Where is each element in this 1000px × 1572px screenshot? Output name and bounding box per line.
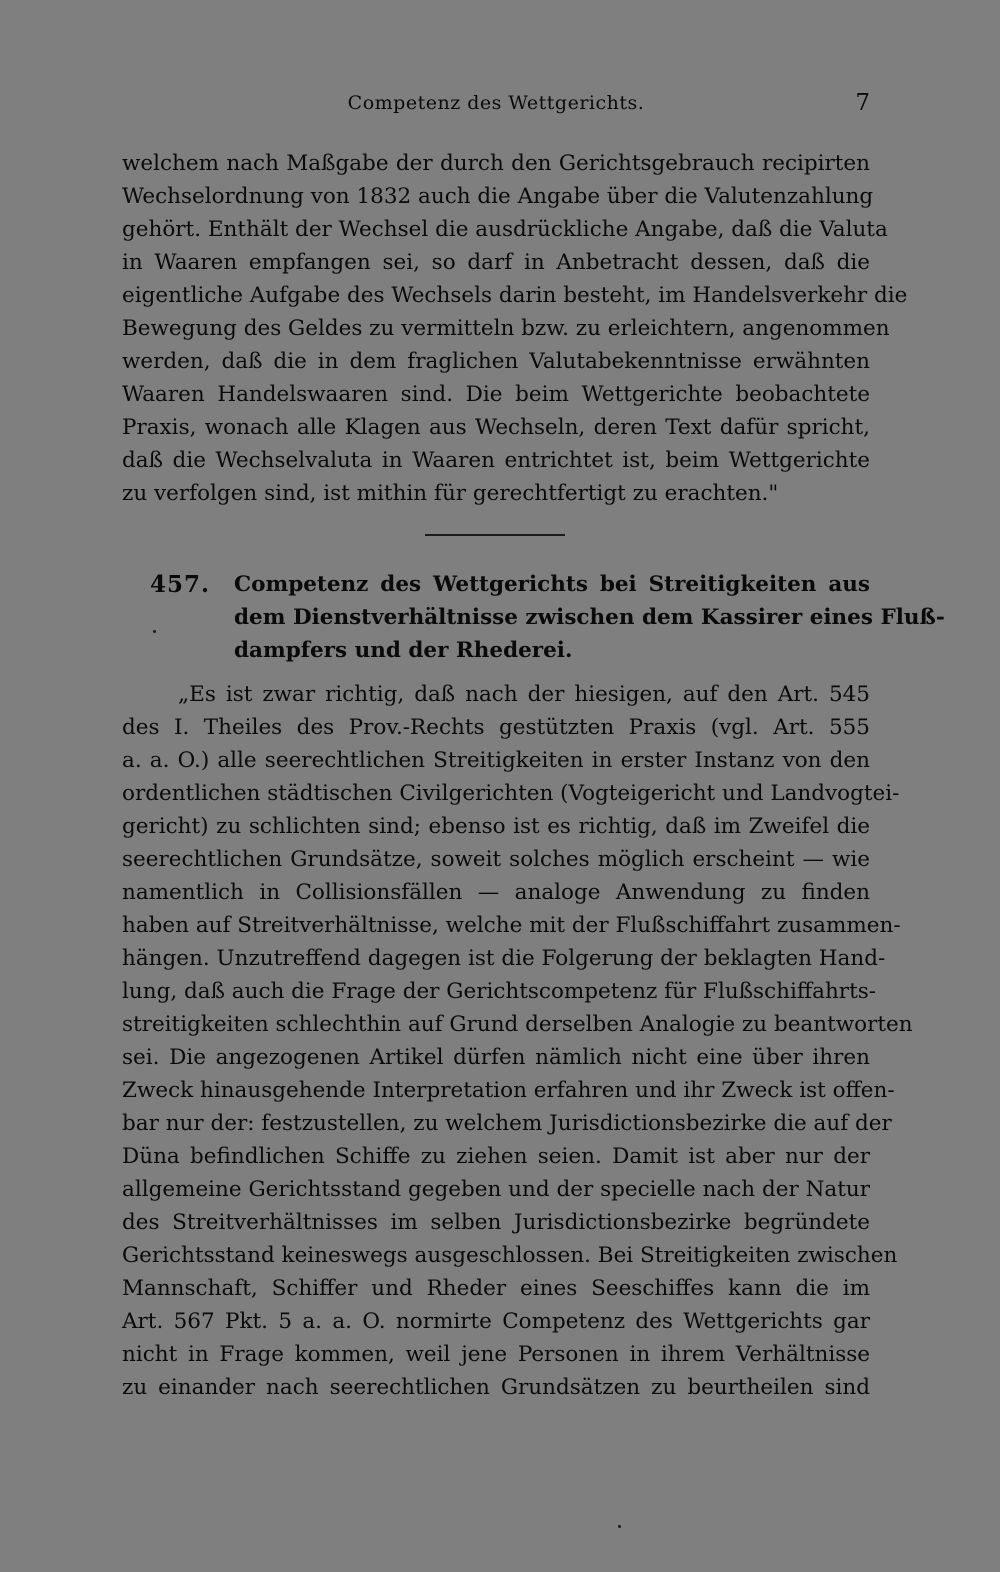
- text-line: Art. 567 Pkt. 5 a. a. O. normirte Competenz des Wettgerichts gar: [122, 1309, 870, 1334]
- text-line: Waaren Handelswaaren sind. Die beim Wettgerichte beobachtete: [122, 382, 870, 407]
- heading-line: Competenz des Wettgerichts bei Streitigkeiten aus: [234, 572, 870, 597]
- main-paragraph: [122, 678, 913, 1404]
- text-line: a. a. O.) alle seerechtlichen Streitigkeiten in erster Instanz von den: [122, 748, 870, 773]
- text-line: zu verfolgen sind, ist mithin für gerechtfertigt zu erachten.": [122, 481, 779, 506]
- text-line: allgemeine Gerichtsstand gegeben und der specielle nach der Natur: [122, 1177, 870, 1202]
- text-line: ordentlichen städtischen Civilgerichten (Vogteigericht und Landvogtei-: [122, 781, 900, 806]
- section-divider: [425, 534, 565, 536]
- section-number: 457.: [150, 571, 211, 598]
- text-line: sei. Die angezogenen Artikel dürfen nämlich nicht eine über ihren: [122, 1045, 870, 1070]
- text-line: Bewegung des Geldes zu vermitteln bzw. zu erleichtern, angenommen: [122, 316, 890, 341]
- text-line: des Streitverhältnisses im selben Jurisdictionsbezirke begründete: [122, 1210, 870, 1235]
- intro-paragraph: [122, 147, 908, 510]
- text-line: bar nur der: festzustellen, zu welchem Jurisdictionsbezirke die auf der: [122, 1111, 892, 1136]
- print-speck: [153, 630, 156, 633]
- text-line: hängen. Unzutreffend dagegen ist die Folgerung der beklagten Hand-: [122, 946, 886, 971]
- text-line: lung, daß auch die Frage der Gerichtscompetenz für Flußschiffahrts-: [122, 979, 877, 1004]
- text-line: werden, daß die in dem fraglichen Valutabekenntnisse erwähnten: [122, 349, 870, 374]
- text-line: Wechselordnung von 1832 auch die Angabe über die Valutenzahlung: [122, 184, 874, 209]
- text-line: Zweck hinausgehende Interpretation erfahren und ihr Zweck ist offen-: [122, 1078, 895, 1103]
- text-line: gericht) zu schlichten sind; ebenso ist es richtig, daß im Zweifel die: [122, 814, 870, 839]
- text-line: daß die Wechselvaluta in Waaren entrichtet ist, beim Wettgerichte: [122, 448, 870, 473]
- heading-line: dem Dienstverhältnisse zwischen dem Kassirer eines Fluß-: [234, 605, 945, 630]
- text-line: seerechtlichen Grundsätze, soweit solches möglich erscheint — wie: [122, 847, 870, 872]
- text-line: nicht in Frage kommen, weil jene Personen in ihrem Verhältnisse: [122, 1342, 870, 1367]
- text-line: gehört. Enthält der Wechsel die ausdrückliche Angabe, daß die Valuta: [122, 217, 888, 242]
- text-line: zu einander nach seerechtlichen Grundsätzen zu beurtheilen sind: [122, 1375, 870, 1400]
- heading-line: dampfers und der Rhederei.: [234, 638, 573, 663]
- text-line: eigentliche Aufgabe des Wechsels darin besteht, im Handelsverkehr die: [122, 283, 908, 308]
- page-number: 7: [855, 90, 870, 116]
- section-heading: [234, 568, 945, 667]
- text-line: Mannschaft, Schiffer und Rheder eines Seeschiffes kann die im: [122, 1276, 870, 1301]
- page-header: [122, 92, 870, 122]
- text-line: des I. Theiles des Prov.-Rechts gestützten Praxis (vgl. Art. 555: [122, 715, 870, 740]
- text-line: haben auf Streitverhältnisse, welche mit der Flußschiffahrt zusammen-: [122, 913, 901, 938]
- text-line: welchem nach Maßgabe der durch den Gerichtsgebrauch recipirten: [122, 151, 870, 176]
- print-speck: [618, 1525, 621, 1528]
- text-line: Praxis, wonach alle Klagen aus Wechseln, deren Text dafür spricht,: [122, 415, 870, 440]
- text-line: namentlich in Collisionsfällen — analoge Anwendung zu finden: [122, 880, 870, 905]
- text-line: „Es ist zwar richtig, daß nach der hiesigen, auf den Art. 545: [178, 682, 870, 707]
- text-line: Gerichtsstand keineswegs ausgeschlossen. Bei Streitigkeiten zwischen: [122, 1243, 898, 1268]
- text-line: Düna befindlichen Schiffe zu ziehen seien. Damit ist aber nur der: [122, 1144, 870, 1169]
- text-line: in Waaren empfangen sei, so darf in Anbetracht dessen, daß die: [122, 250, 870, 275]
- running-title: Competenz des Wettgerichts.: [347, 92, 645, 114]
- text-line: streitigkeiten schlechthin auf Grund derselben Analogie zu beantworten: [122, 1012, 913, 1037]
